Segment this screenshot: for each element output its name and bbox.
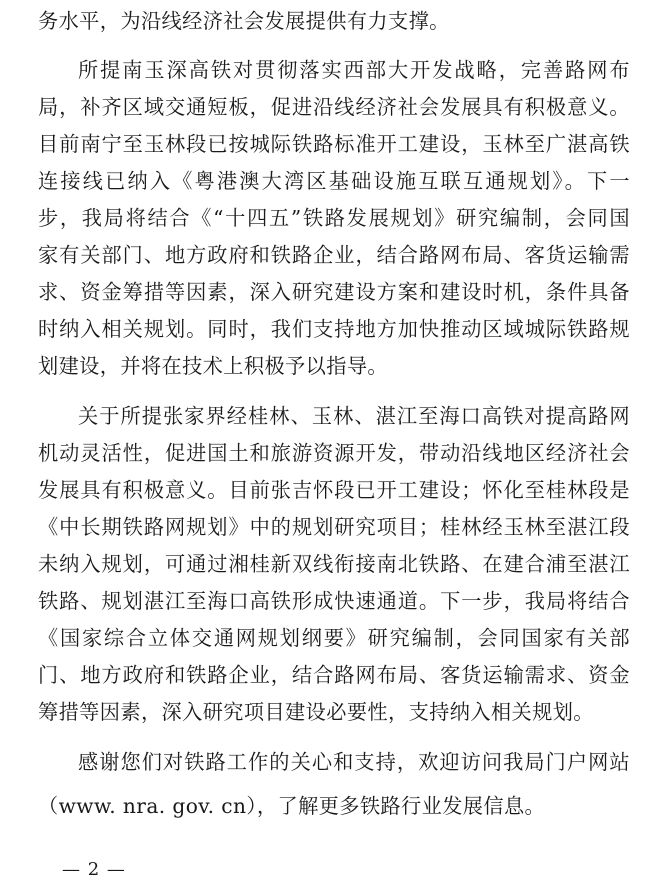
paragraph-2-line-6: 家有关部门、地方政府和铁路企业，结合路网布局、客货运输需 <box>38 243 630 267</box>
paragraph-2-line-2: 局，补齐区域交通短板，促进沿线经济社会发展具有积极意义。 <box>38 95 630 119</box>
paragraph-2-line-3: 目前南宁至玉林段已按城际铁路标准开工建设，玉林至广湛高铁 <box>38 132 630 156</box>
paragraph-3-line-7: 《国家综合立体交通网规划纲要》研究编制，会同国家有关部 <box>38 626 630 650</box>
paragraph-4-line-2: （www. nra. gov. cn），了解更多铁路行业发展信息。 <box>38 794 546 818</box>
paragraph-2-line-9: 划建设，并将在技术上积极予以指导。 <box>38 354 388 378</box>
paragraph-3-line-4: 《中长期铁路网规划》中的规划研究项目；桂林经玉林至湛江段 <box>38 515 630 539</box>
paragraph-3-line-8: 门、地方政府和铁路企业，结合路网布局、客货运输需求、资金 <box>38 663 630 687</box>
paragraph-3-line-6: 铁路、规划湛江至海口高铁形成快速通道。下一步，我局将结合 <box>38 589 630 613</box>
page-number: — 2 — <box>62 859 126 880</box>
paragraph-3-line-1: 关于所提张家界经桂林、玉林、湛江至海口高铁对提高路网 <box>78 404 630 428</box>
paragraph-3-line-2: 机动灵活性，促进国土和旅游资源开发，带动沿线地区经济社会 <box>38 441 630 465</box>
paragraph-1-line-1: 务水平，为沿线经济社会发展提供有力支撑。 <box>38 9 450 33</box>
paragraph-2-line-1: 所提南玉深高铁对贯彻落实西部大开发战略，完善路网布 <box>78 58 630 82</box>
paragraph-2-line-5: 步，我局将结合《“十四五”铁路发展规划》研究编制，会同国 <box>38 206 630 230</box>
paragraph-3-line-5: 未纳入规划，可通过湘桂新双线衔接南北铁路、在建合浦至湛江 <box>38 552 630 576</box>
paragraph-3-line-3: 发展具有积极意义。目前张吉怀段已开工建设；怀化至桂林段是 <box>38 478 630 502</box>
paragraph-2-line-8: 时纳入相关规划。同时，我们支持地方加快推动区域城际铁路规 <box>38 317 630 341</box>
paragraph-4-line-1: 感谢您们对铁路工作的关心和支持，欢迎访问我局门户网站 <box>78 750 630 774</box>
paragraph-3-line-9: 筹措等因素，深入研究项目建设必要性，支持纳入相关规划。 <box>38 700 594 724</box>
paragraph-2-line-7: 求、资金筹措等因素，深入研究建设方案和建设时机，条件具备 <box>38 280 630 304</box>
paragraph-2-line-4: 连接线已纳入《粤港澳大湾区基础设施互联互通规划》。下一 <box>38 169 630 193</box>
